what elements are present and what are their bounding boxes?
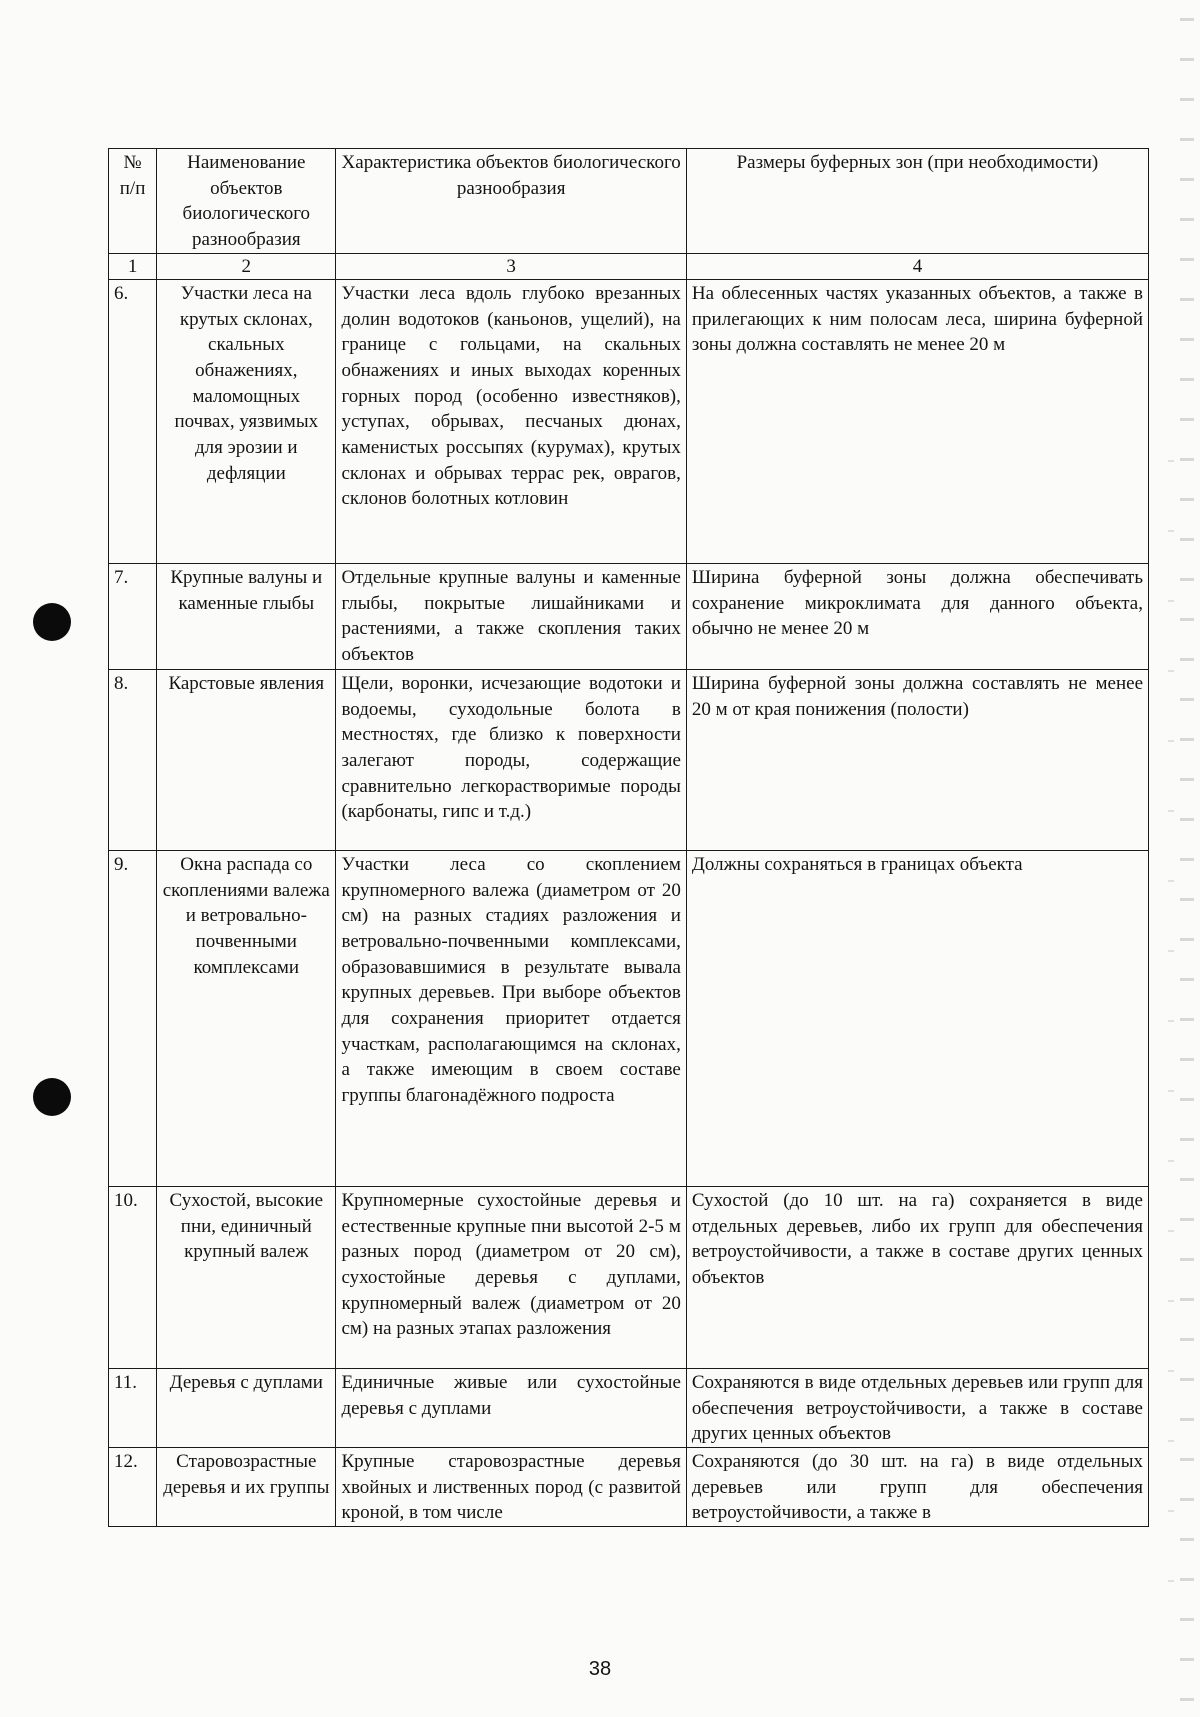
scan-edge-artifact (1180, 0, 1194, 1717)
table-row (109, 1186, 1149, 1368)
object-name: Старовозрастные деревья и их группы (157, 1447, 336, 1526)
object-name: Окна распада со скоплениями валежа и ветровально-почвенными комплексами (157, 850, 336, 1186)
column-index: 4 (686, 253, 1148, 279)
header-buffer-zones: Размеры буферных зон (при необходимости) (686, 149, 1148, 254)
row-number: 7. (109, 563, 157, 669)
biodiversity-objects-table (108, 148, 1149, 1527)
page-number: 38 (588, 1658, 612, 1680)
buffer-zone: Ширина буферной зоны должна составлять не менее 20 м от края понижения (полости) (686, 669, 1148, 850)
column-index: 3 (336, 253, 686, 279)
table-row (109, 563, 1149, 669)
table-row (109, 279, 1149, 563)
row-number: 6. (109, 279, 157, 563)
row-number: 8. (109, 669, 157, 850)
object-description: Отдельные крупные валуны и каменные глыбы, покрытые лишайниками и растениями, а также скопления таких объектов (336, 563, 686, 669)
object-description: Участки леса со скоплением крупномерного валежа (диаметром от 20 см) на разных стадиях разложения и ветровально-почвенными комплексами, образовавшимися в результате вывала крупных деревьев. При выборе объектов для сохранения приоритет отдается участкам, располагающимся на склонах, а также имеющим в своем составе группы благонадёжного подроста (336, 850, 686, 1186)
row-number: 10. (109, 1186, 157, 1368)
header-number: № п/п (109, 149, 157, 254)
buffer-zone: Сохраняются в виде отдельных деревьев или групп для обеспечения ветроустойчивости, а также в составе других ценных объектов (686, 1368, 1148, 1447)
punch-hole (33, 603, 71, 641)
object-description: Участки леса вдоль глубоко врезанных долин водотоков (каньонов, ущелий), на границе с гольцами, на скальных обнажениях и иных выходах коренных горных пород (особенно известняков), уступах, обрывах, песчаных дюнах, каменистых россыпях (курумах), крутых склонах и обрывах террас рек, оврагов, склонов болотных котловин (336, 279, 686, 563)
buffer-zone: Сохраняются (до 30 шт. на га) в виде отдельных деревьев или групп для обеспечения ветроустойчивости, а также в (686, 1447, 1148, 1526)
object-description: Единичные живые или сухостойные деревья с дуплами (336, 1368, 686, 1447)
column-index: 2 (157, 253, 336, 279)
object-name: Крупные валуны и каменные глыбы (157, 563, 336, 669)
object-description: Крупные старовозрастные деревья хвойных и лиственных пород (с развитой кроной, в том числе (336, 1447, 686, 1526)
table-header-row (109, 149, 1149, 254)
row-number: 12. (109, 1447, 157, 1526)
buffer-zone: На облесенных частях указанных объектов, а также в прилегающих к ним полосам леса, ширина буферной зоны должна составлять не менее 20 м (686, 279, 1148, 563)
scan-edge-artifact (1168, 430, 1174, 1630)
table-row (109, 1368, 1149, 1447)
buffer-zone: Сухостой (до 10 шт. на га) сохраняется в виде отдельных деревьев, либо их групп для обеспечения ветроустойчивости, а также в составе других ценных объектов (686, 1186, 1148, 1368)
row-number: 9. (109, 850, 157, 1186)
header-object-name: Наименование объектов биологического разнообразия (157, 149, 336, 254)
row-number: 11. (109, 1368, 157, 1447)
object-name: Деревья с дуплами (157, 1368, 336, 1447)
buffer-zone: Должны сохраняться в границах объекта (686, 850, 1148, 1186)
table-row (109, 850, 1149, 1186)
table-row (109, 669, 1149, 850)
object-description: Щели, воронки, исчезающие водотоки и водоемы, суходольные болота в местностях, где близко к поверхности залегают породы, содержащие сравнительно легкорастворимые породы (карбонаты, гипс и т.д.) (336, 669, 686, 850)
object-name: Карстовые явления (157, 669, 336, 850)
column-index: 1 (109, 253, 157, 279)
table-row (109, 1447, 1149, 1526)
object-name: Участки леса на крутых склонах, скальных обнажениях, маломощных почвах, уязвимых для эрозии и дефляции (157, 279, 336, 563)
header-characteristics: Характеристика объектов биологического разнообразия (336, 149, 686, 254)
object-description: Крупномерные сухостойные деревья и естественные крупные пни высотой 2-5 м разных пород (диаметром от 20 см), сухостойные деревья с дуплами, крупномерный валеж (диаметром от 20 см) на разных этапах разложения (336, 1186, 686, 1368)
object-name: Сухостой, высокие пни, единичный крупный валеж (157, 1186, 336, 1368)
buffer-zone: Ширина буферной зоны должна обеспечивать сохранение микроклимата для данного объекта, обычно не менее 20 м (686, 563, 1148, 669)
column-index-row (109, 253, 1149, 279)
punch-hole (33, 1078, 71, 1116)
